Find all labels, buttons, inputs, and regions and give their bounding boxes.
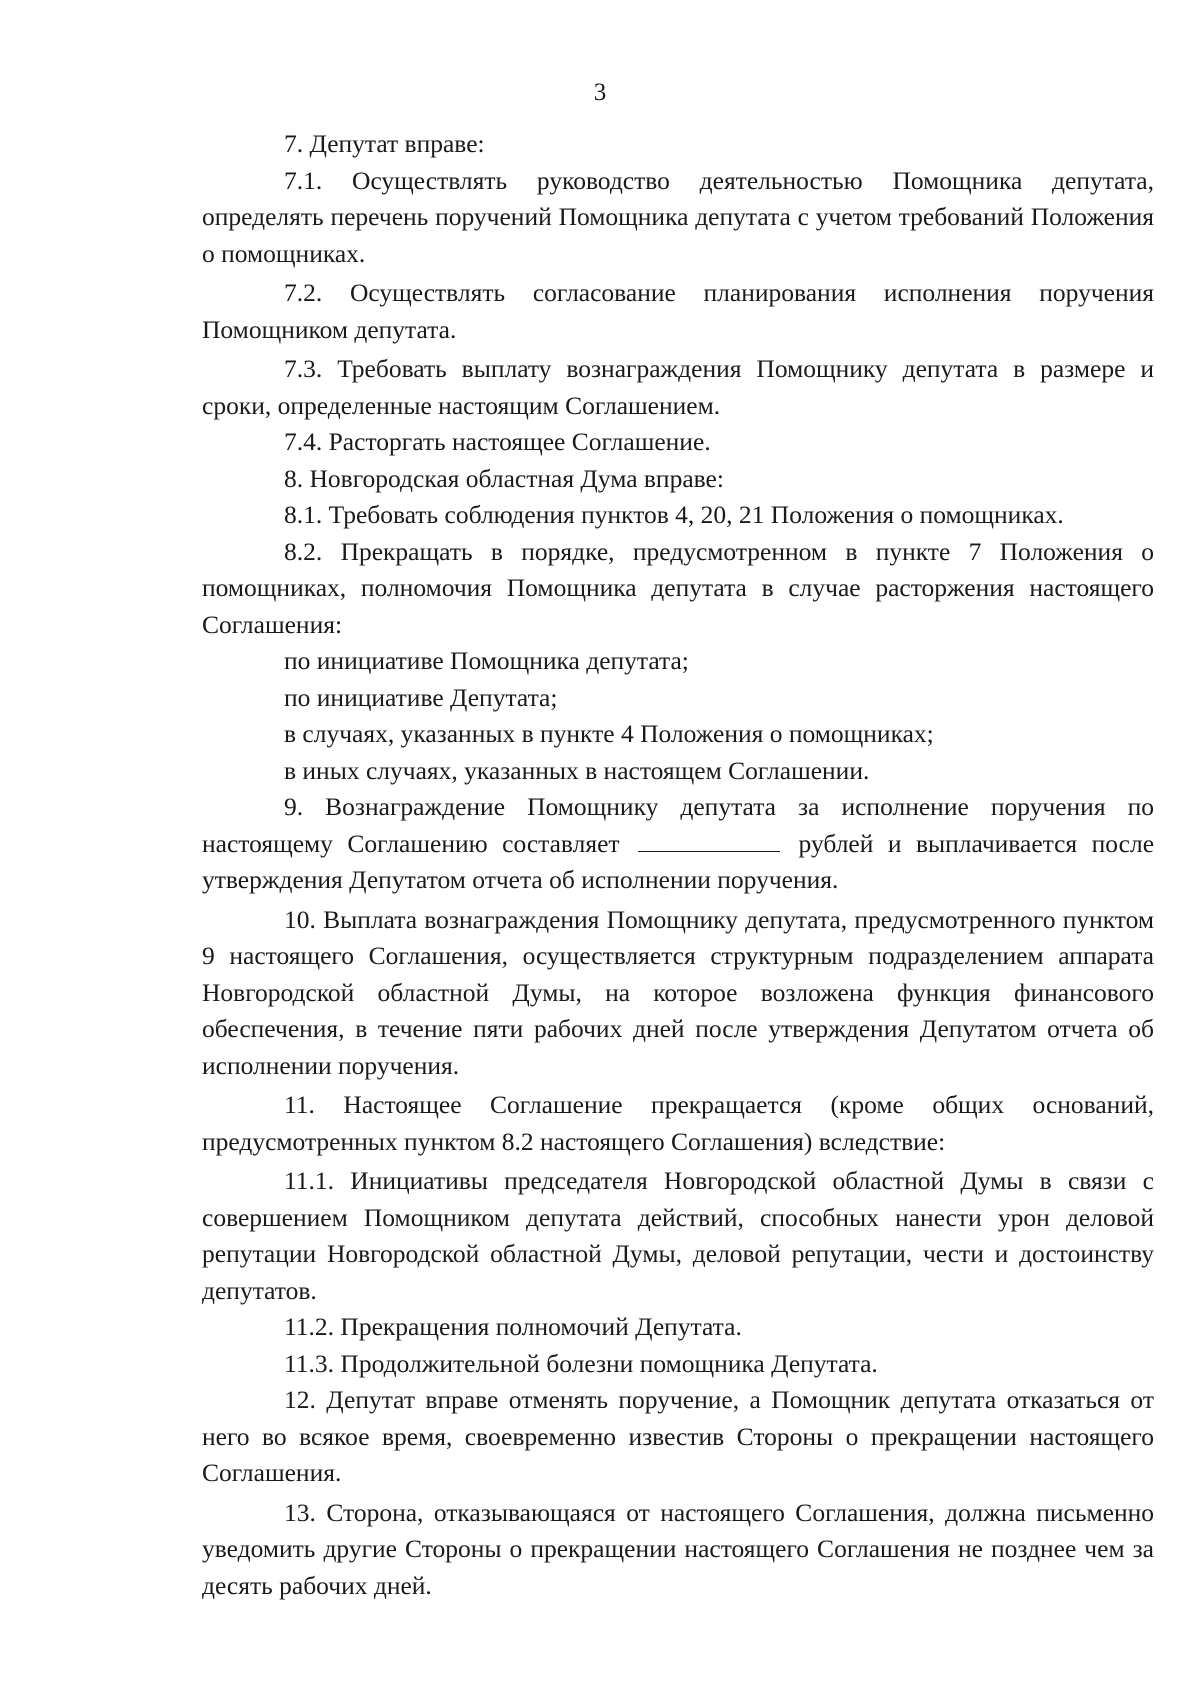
list-item-deputy-initiative: по инициативе Депутата; — [284, 682, 558, 712]
paragraph-7-4: 7.4. Расторгать настоящее Соглашение. — [284, 427, 711, 456]
list-item-assistant-initiative: по инициативе Помощника депутата; — [284, 646, 689, 675]
paragraph-8: 8. Новгородская областная Дума вправе: — [284, 463, 724, 493]
paragraph-13: 13. Сторона, отказывающаяся от настоящего Соглашения, должна письменно уведомить другие Стороны о прекращении настоящего Соглашения не позднее чем за десять рабочих дней. — [202, 1497, 1154, 1600]
paragraph-7-2: 7.2. Осуществлять согласование планирования исполнения поручения Помощником депутата. — [202, 278, 1154, 344]
list-item-regulation-cases: в случаях, указанных в пункте 4 Положения о помощниках; — [284, 719, 934, 748]
paragraph-7: 7. Депутат вправе: — [284, 129, 485, 158]
paragraph-7-3: 7.3. Требовать выплату вознаграждения Помощнику депутата в размере и сроки, определенные настоящим Соглашением. — [202, 354, 1154, 420]
paragraph-9-text-after: рублей и выплачивается после утверждения Депутатом отчета об исполнении поручения. — [202, 828, 1155, 894]
document-body — [202, 126, 1154, 1604]
list-item-other-cases: в иных случаях, указанных в настоящем Соглашении. — [284, 755, 870, 785]
paragraph-7-1: 7.1. Осуществлять руководство деятельностью Помощника депутата, определять перечень поручений Помощника депутата с учетом требований Положения о помощниках. — [202, 165, 1154, 268]
page-number: 3 — [593, 79, 607, 106]
paragraph-9 — [202, 789, 1154, 899]
paragraph-8-1: 8.1. Требовать соблюдения пунктов 4, 20, 21 Положения о помощниках. — [284, 500, 1064, 529]
paragraph-11-3: 11.3. Продолжительной болезни помощника Депутата. — [284, 1348, 878, 1378]
paragraph-11-1: 11.1. Инициативы председателя Новгородской областной Думы в связи с совершением Помощником депутата действий, способных нанести урон деловой репутации Новгородской областной Думы, деловой репутации, чести и достоинству депутатов. — [202, 1166, 1154, 1305]
paragraph-11-2: 11.2. Прекращения полномочий Депутата. — [284, 1312, 742, 1341]
paragraph-10: 10. Выплата вознаграждения Помощнику депутата, предусмотренного пунктом 9 настоящего Соглашения, осуществляется структурным подразделением аппарата Новгородской областной Думы, на которое возложена функция финансового обеспечения, в течение пяти рабочих дней после утверждения Депутатом отчета об исполнении поручения. — [202, 904, 1154, 1080]
amount-blank-line — [638, 831, 780, 852]
paragraph-11: 11. Настоящее Соглашение прекращается (кроме общих оснований, предусмотренных пунктом 8.2 настоящего Соглашения) вследствие: — [202, 1090, 1154, 1156]
paragraph-9-text-before: 9. Вознаграждение Помощнику депутата за исполнение поручения по настоящему Соглашению составляет — [202, 792, 1154, 858]
paragraph-8-2: 8.2. Прекращать в порядке, предусмотренном в пункте 7 Положения о помощниках, полномочия Помощника депутата в случае расторжения настоящего Соглашения: — [202, 536, 1154, 639]
paragraph-12: 12. Депутат вправе отменять поручение, а Помощник депутата отказаться от него во всякое время, своевременно известив Стороны о прекращении настоящего Соглашения. — [202, 1385, 1154, 1487]
